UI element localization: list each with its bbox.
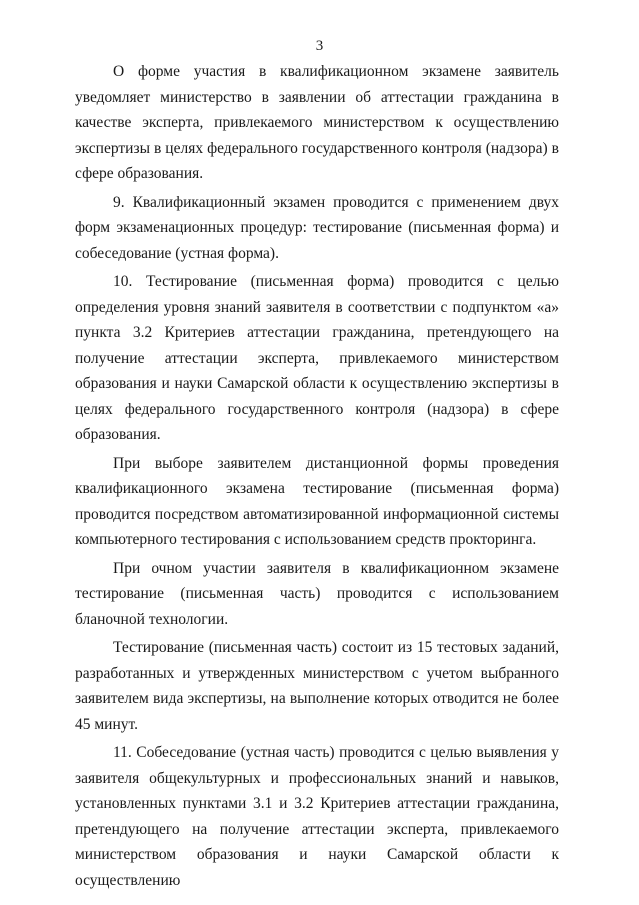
paragraph-item-11: 11. Собеседование (устная часть) проводится с целью выявления у заявителя общекультурных и профессиональных знаний и навыков, установленных пунктами 3.1 и 3.2 Критериев аттестации гражданина, претендующего на получение аттестации эксперта, привлекаемого министерством образования и науки Самарской области к осуществлению [75,744,559,889]
paragraph-item-9: 9. Квалификационный экзамен проводится с применением двух форм экзаменационных процедур: тестирование (письменная форма) и собеседование (устная форма). [75,193,559,262]
paragraph-test-composition: Тестирование (письменная часть) состоит из 15 тестовых заданий, разработанных и утвержденных министерством с учетом выбранного заявителем вида экспертизы, на выполнение которых отводится не более 45 минут. [75,639,559,733]
paragraph-remote-testing: При выборе заявителем дистанционной формы проведения квалификационного экзамена тестирование (письменная форма) проводится посредством автоматизированной информационной системы компьютерного тестирования с использованием средств прокторинга. [75,454,559,548]
page-number: 3 [315,38,324,54]
paragraph-participation-form: О форме участия в квалификационном экзамене заявитель уведомляет министерство в заявлении об аттестации гражданина в качестве эксперта, привлекаемого министерством к осуществлению экспертизы в целях федерального государственного контроля (надзора) в сфере образования. [75,63,559,182]
document-body [75,59,559,893]
paragraph-item-10: 10. Тестирование (письменная форма) проводится с целью определения уровня знаний заявителя в соответствии с подпунктом «а» пункта 3.2 Критериев аттестации гражданина, претендующего на получение аттестации эксперта, привлекаемого министерством образования и науки Самарской области к осуществлению экспертизы в целях федерального государственного контроля (надзора) в сфере образования. [75,273,559,443]
paragraph-in-person-testing: При очном участии заявителя в квалификационном экзамене тестирование (письменная часть) проводится с использованием бланочной технологии. [75,559,559,628]
